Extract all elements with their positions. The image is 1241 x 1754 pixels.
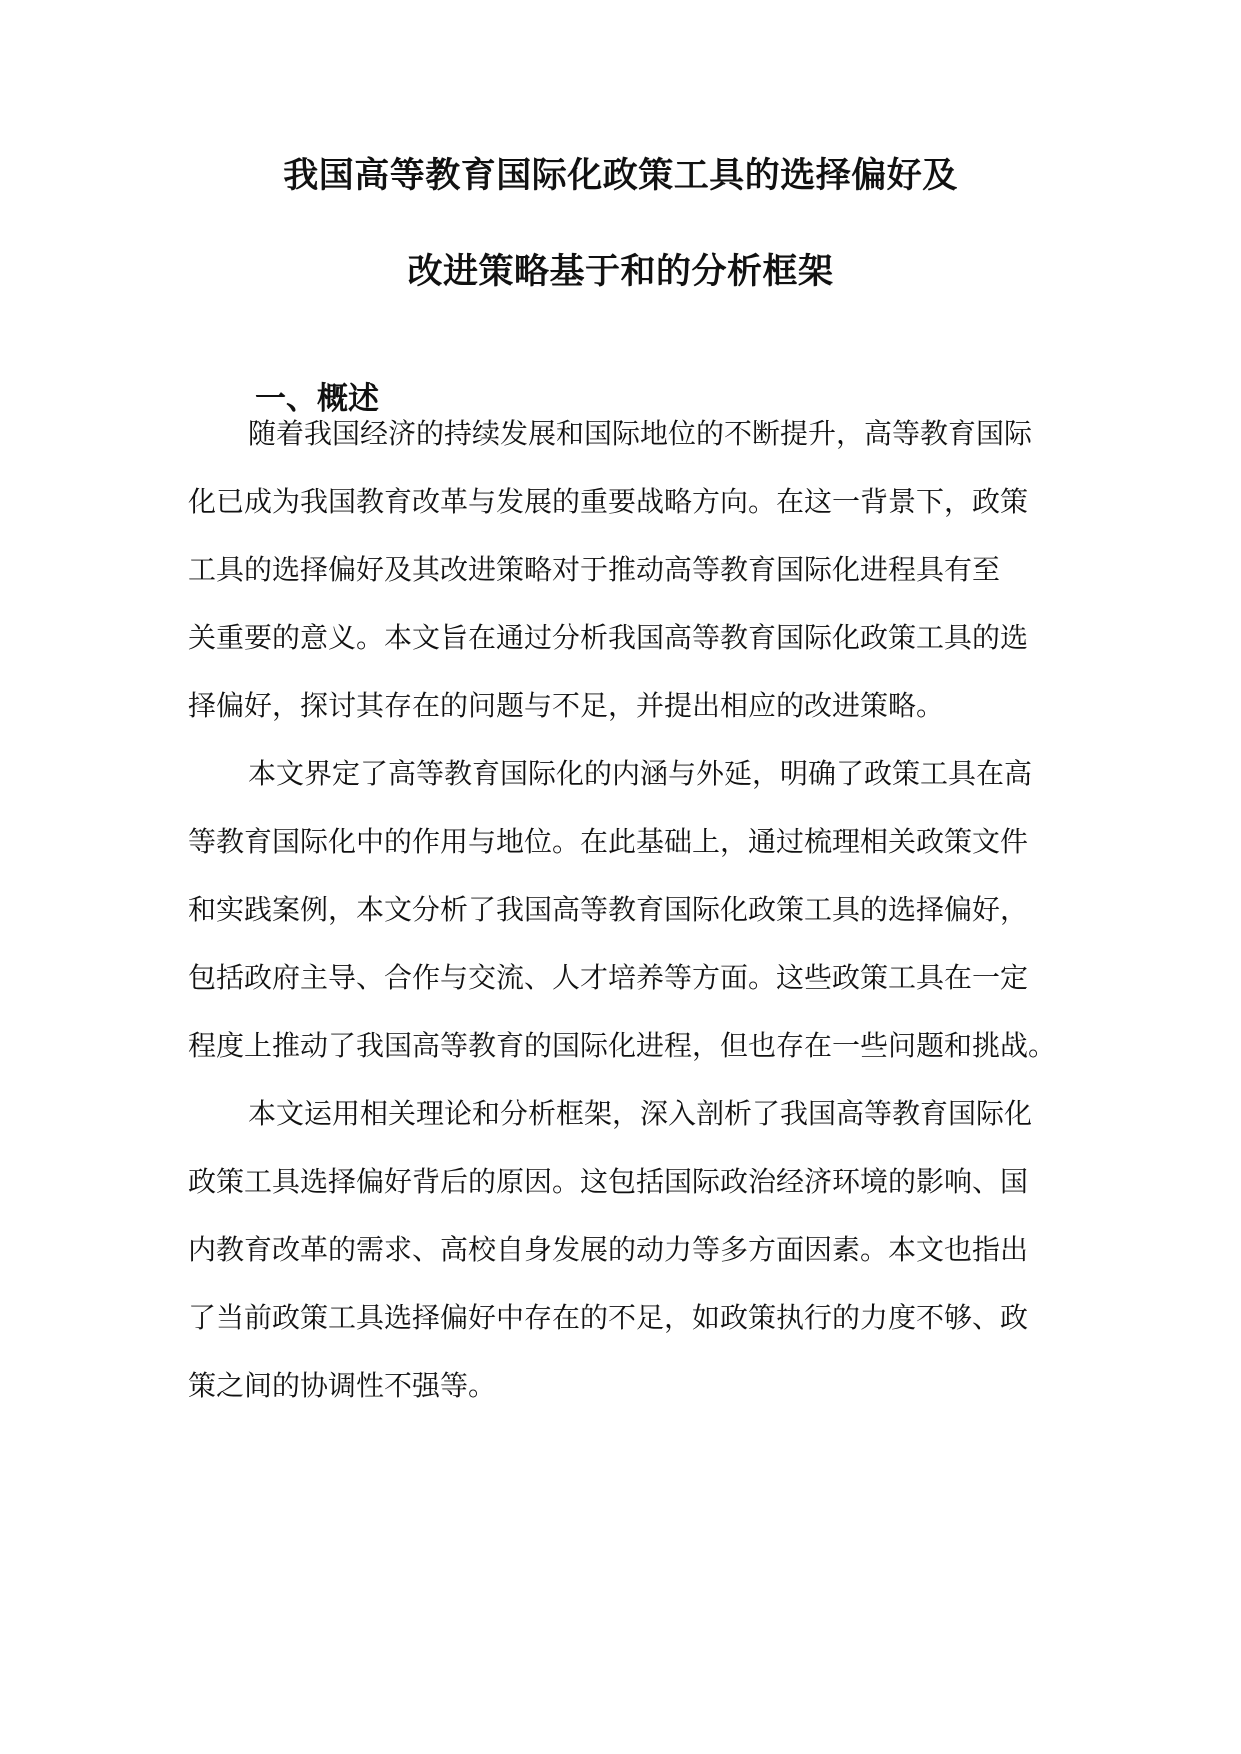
document-title-line-1: 我国高等教育国际化政策工具的选择偏好及 (283, 156, 958, 196)
paragraph-2-line-5: 程度上推动了我国高等教育的国际化进程，但也存在一些问题和挑战。 (188, 1029, 1057, 1062)
paragraph-2-line-4: 包括政府主导、合作与交流、人才培养等方面。这些政策工具在一定 (188, 961, 1029, 994)
paragraph-3-line-5: 策之间的协调性不强等。 (188, 1369, 497, 1402)
section-heading: 一、概述 (255, 381, 379, 417)
paragraph-3-line-4: 了当前政策工具选择偏好中存在的不足，如政策执行的力度不够、政 (188, 1301, 1029, 1334)
paragraph-1-line-5: 择偏好，探讨其存在的问题与不足，并提出相应的改进策略。 (188, 689, 945, 722)
paragraph-3-line-1: 本文运用相关理论和分析框架，深入剖析了我国高等教育国际化 (248, 1097, 1033, 1130)
paragraph-2-line-2: 等教育国际化中的作用与地位。在此基础上，通过梳理相关政策文件 (188, 825, 1029, 858)
paragraph-1-line-1: 随着我国经济的持续发展和国际地位的不断提升，高等教育国际 (248, 417, 1033, 450)
paragraph-3-line-3: 内教育改革的需求、高校自身发展的动力等多方面因素。本文也指出 (188, 1233, 1029, 1266)
paragraph-1-line-4: 关重要的意义。本文旨在通过分析我国高等教育国际化政策工具的选 (188, 621, 1029, 654)
paragraph-2-line-3: 和实践案例，本文分析了我国高等教育国际化政策工具的选择偏好， (188, 893, 1029, 926)
paragraph-2-line-1: 本文界定了高等教育国际化的内涵与外延，明确了政策工具在高 (248, 757, 1033, 790)
paragraph-3-line-2: 政策工具选择偏好背后的原因。这包括国际政治经济环境的影响、国 (188, 1165, 1029, 1198)
paragraph-1-line-3: 工具的选择偏好及其改进策略对于推动高等教育国际化进程具有至 (188, 553, 1001, 586)
document-title-line-2: 改进策略基于和的分析框架 (407, 252, 834, 292)
paragraph-1-line-2: 化已成为我国教育改革与发展的重要战略方向。在这一背景下，政策 (188, 485, 1029, 518)
